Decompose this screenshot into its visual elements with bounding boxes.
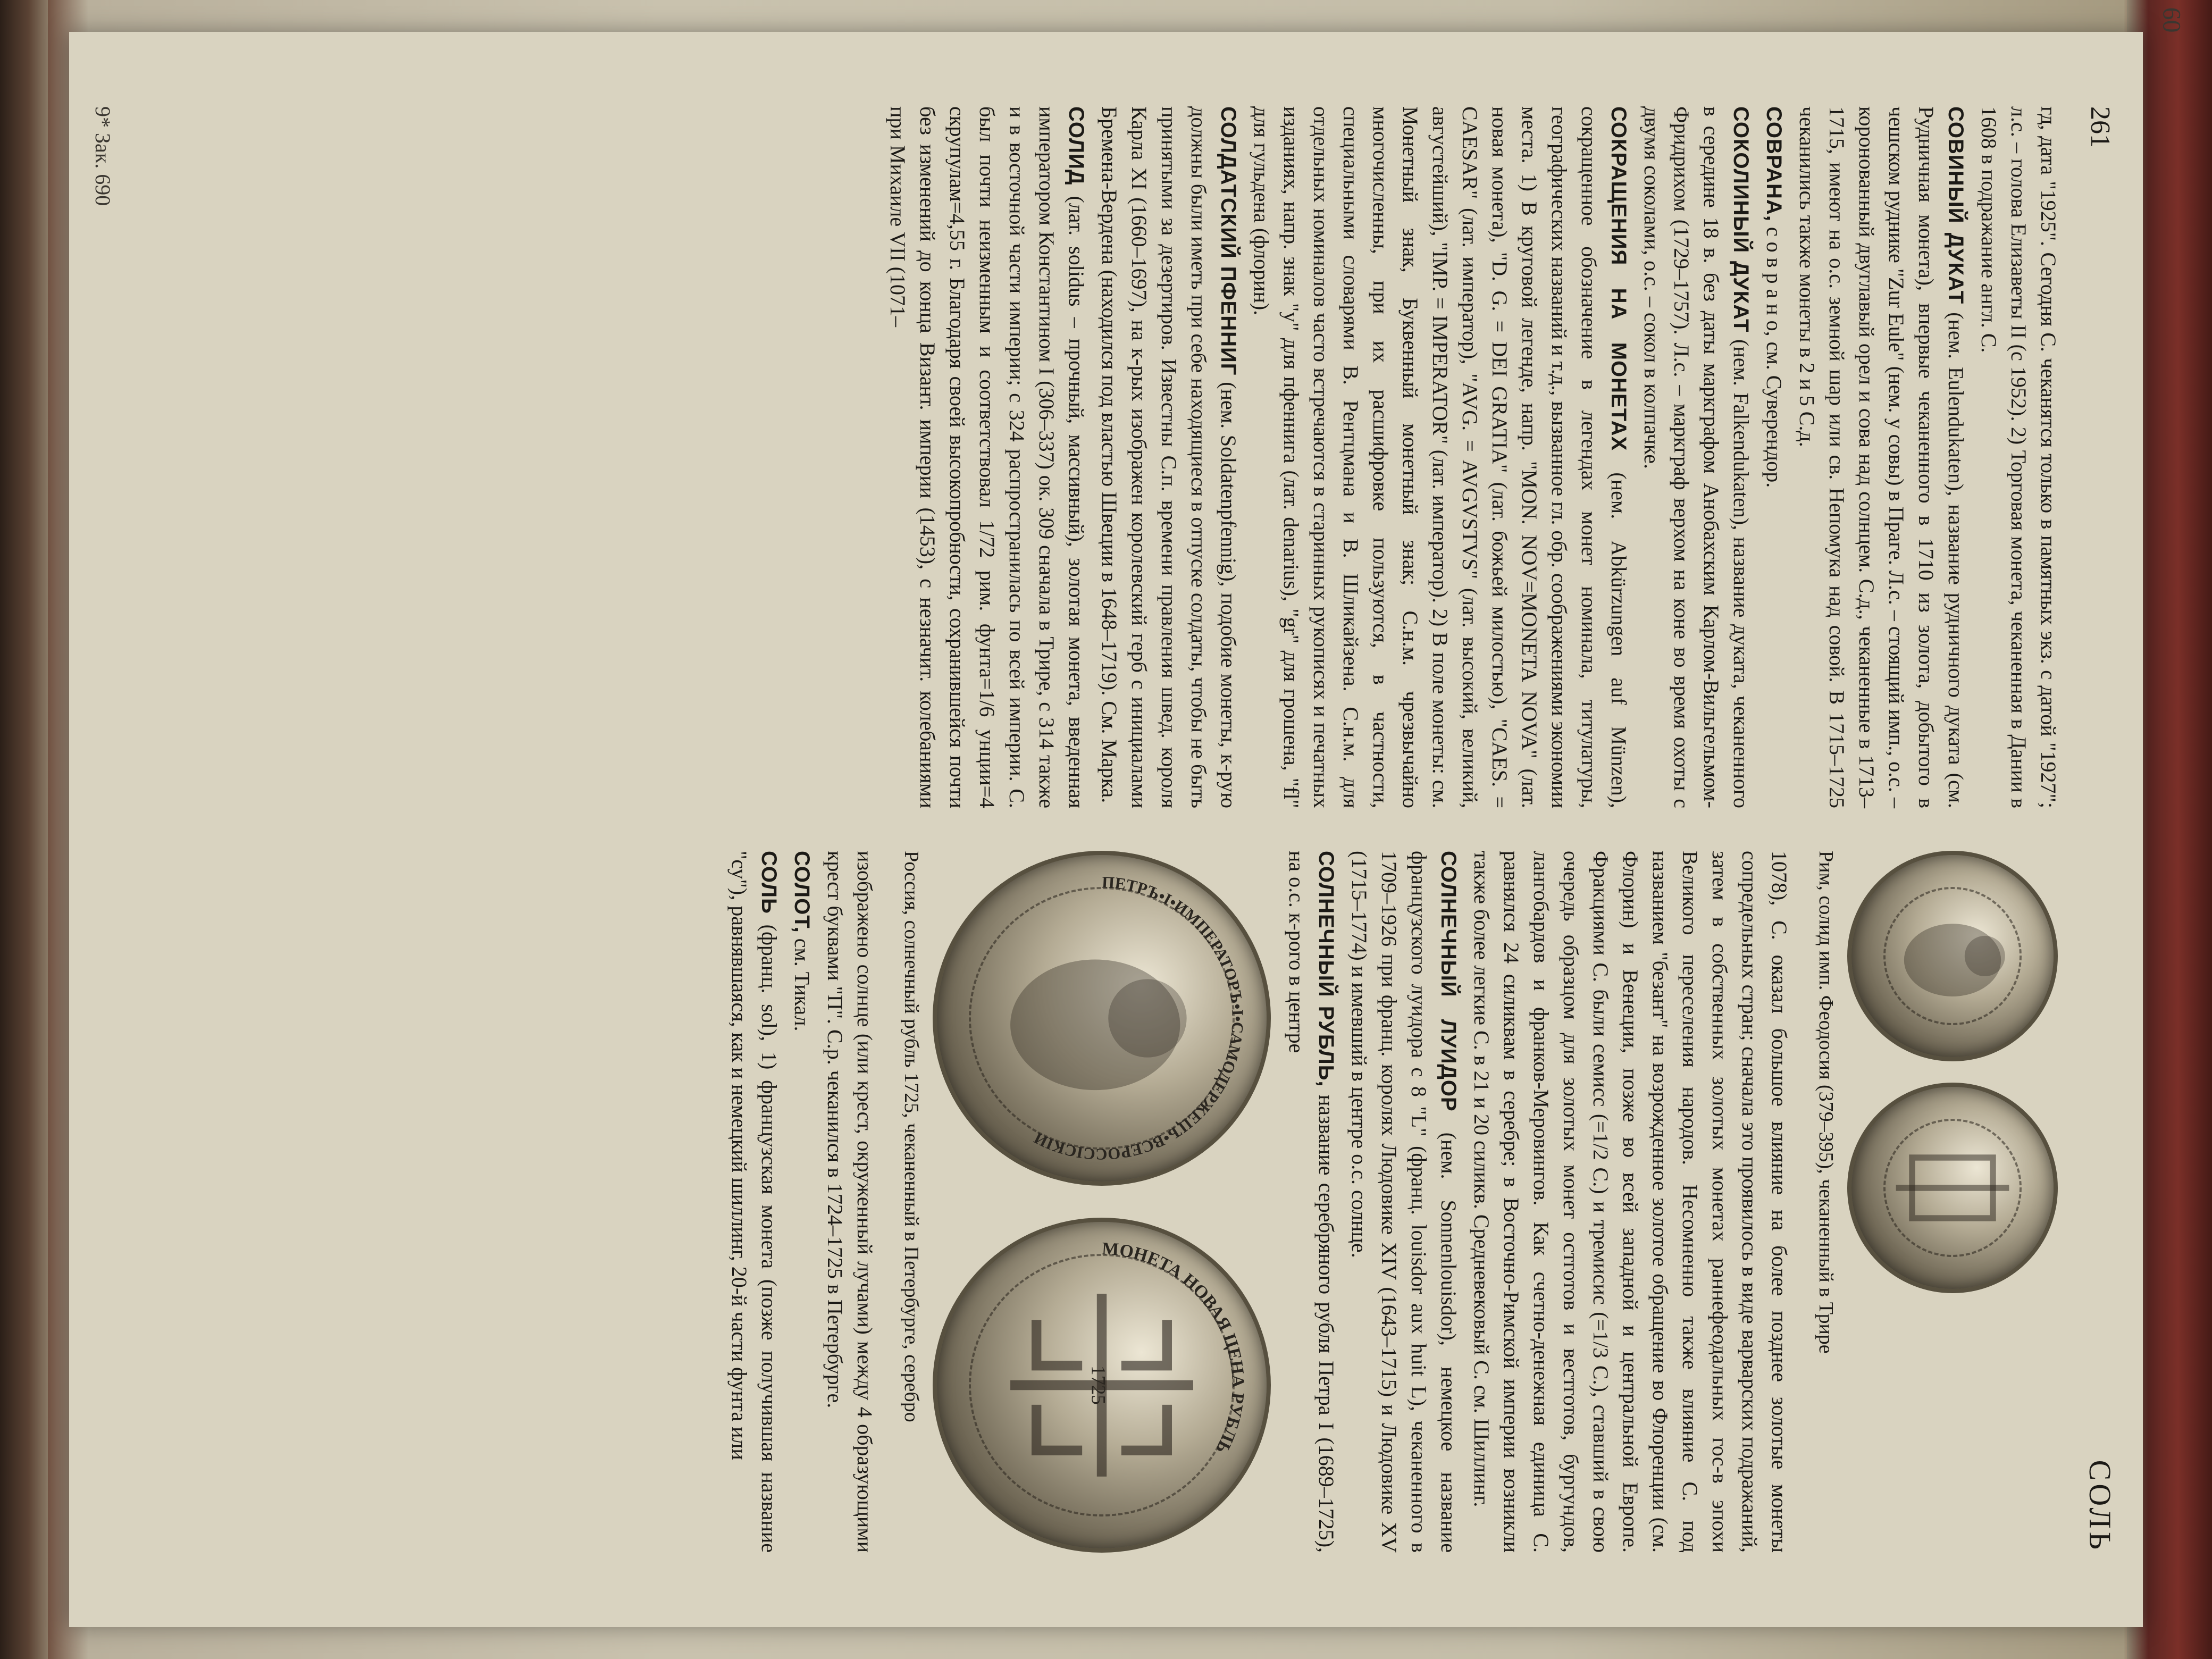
running-head <box>2079 106 2122 1553</box>
ruble-obverse-image <box>933 851 1271 1186</box>
solid-reverse-image <box>1847 1083 2058 1293</box>
headword: СОЛНЕЧНЫЙ РУБЛЬ, <box>1314 851 1338 1087</box>
guide-word: СОЛЬ <box>2083 1460 2118 1553</box>
page-number: 261 <box>2085 106 2116 148</box>
right-column <box>721 851 2063 1553</box>
adjacent-page-number: 60 <box>2157 7 2186 33</box>
solid-coin-images <box>1847 851 2058 1553</box>
ruble-coin-images <box>933 851 1271 1553</box>
entry-solnechnyi-rubl-continuation: изображено солнце (или крест, окруженный лучами) между 4 образующими крест буквами "П". С.р. чеканился в 1724–1725 в Петербурге. <box>823 851 877 1553</box>
svg-text:1725: 1725 <box>1087 1365 1110 1405</box>
entry-sokrashcheniya: СОКРАЩЕНИЯ НА МОНЕТАХ (нем. Abkürzungen auf Münzen), сокращенное обозначение в легендах монет номинала, титулатуры, географических названий и т.д., вызванное гл. обр. соображениями экономии места. 1) В круговой легенде, напр. "MON. NOV=MONETA NOVA" (лат. новая монета), "D. G. = DEI GRATIA" (лат. божьей милостью), "CAES. = CAESAR" (лат. император), "AVG. = AVGVSTVS" (лат. высокий, великий, августейший), "IMP. = IMPERATOR" (лат. император). 2) В поле монеты: см. Монетный знак, Буквенный монетный знак; С.н.м. чрезвычайно многочисленны, при их расшифровке пользуются, в частности, специальными словарями В. Рентцмана и В. Шликайзена. С.н.м. для отдельных номиналов часто встречаются в старинных рукописях и печатных изданиях, напр. знак "у" для пфеннига (лат. denarius), "gr" для грошена, "fl" для гульдена (флорин). <box>1250 106 1631 809</box>
entry-solnechnyi-rubl: СОЛНЕЧНЫЙ РУБЛЬ, название серебряного рубля Петра I (1689–1725), на о.с. к-рого в центре <box>1285 851 1338 1553</box>
headword: СОВИНЫЙ ДУКАТ <box>1944 106 1967 305</box>
svg-text:ПЕТРЪ•I•ИМПЕРАТОРЪ•I•САМОДЕРЖЕ: ПЕТРЪ•I•ИМПЕРАТОРЪ•I•САМОДЕРЖЕЦЪ•ВСЕРОССIСКIИ <box>1031 873 1247 1163</box>
entry-sokolinyi-dukat: СОКОЛИНЫЙ ДУКАТ (нем. Falkendukaten), название дуката, чеканенного в середине 18 в. без даты маркграфом Анобахским Карлом-Вильгельмом-Фридрихом (1729–1757). Л.с. – маркграф верхом на коне во время охоты с двумя соколами, о.с. – сокол в колпачке. <box>1640 106 1753 809</box>
headword: СОЛНЕЧНЫЙ ЛУИДОР <box>1437 851 1460 1112</box>
book-left-edge <box>0 0 48 1659</box>
headword: СОЛИД <box>1065 106 1088 186</box>
entry-sovrana: СОВРАНА, с о в р а н о, см. Суверендор. <box>1762 106 1786 488</box>
entry-soldatskii-pfennig: СОЛДАТСКИЙ ПФЕННИГ (нем. Soldatenpfennig), подобие монеты, к-рую должны были иметь при себе находящиеся в отпуске солдаты, чтобы не быть принятыми за дезертиров. Известны С.п. времени правления швед. короля Карла XI (1660–1697), на к-рых изображен королевский герб с инициалами Бремена-Вердена (находился под властью Швеции в 1648–1719). См. Марка. <box>1097 106 1241 808</box>
entry-solid: СОЛИД (лат. solidus – прочный, массивный), золотая монета, введенная императором Константином I (306–337) ок. 309 сначала в Трире, с 314 также и в восточной части империи; с 324 распространилась по всей империи. С. был почти неизменным и соответствовал 1/72 рим. фунта=1/6 унции=4 скрупулам=4,55 г. Благодаря своей высокопробности, сохранившейся почти без изменений до конца Визант. империи (1453), с незначит. колебаниями при Михаиле VII (1071– <box>886 106 1088 809</box>
left-column <box>879 106 2063 808</box>
headword: СОКОЛИНЫЙ ДУКАТ <box>1729 106 1753 333</box>
printer-signature: 9* Зак. 690 <box>91 106 115 206</box>
svg-text:МОНЕТА НОВАЯ ЦЕНА РУБЛЬ: МОНЕТА НОВАЯ ЦЕНА РУБЛЬ <box>1101 1238 1248 1457</box>
solid-obverse-image <box>1847 851 2058 1061</box>
headword: СОКРАЩЕНИЯ НА МОНЕТАХ <box>1607 106 1630 451</box>
headword: СОЛОТ, <box>790 851 814 933</box>
headword: СОЛЬ <box>757 851 781 914</box>
entry-sol: СОЛЬ (франц. sol), 1) французская монета (позже получившая название "су"), равнявшаяся, как и немецкий шиллинг, 20-й части фунта или <box>727 851 781 1553</box>
entry-solid-continuation: 1078), С. оказал большое влияние на более позднее золотые монеты сопредельных стран; сначала это проявилось в виде варварских подражаний, затем в собственных золотых монетах раннефеодальных гос-в эпохи Великого переселения народов. Несомненно также влияние С. под названием "безант" на возрожденное золотое обращение во Флоренции (см. Флорин) и Венеции, позже во всей западной и центральной Европе. Фракциями С. были семисс (=1/2 С.) и тремисис (=1/3 С.), ставший в свою очередь образцом для золотых монет остготов и вестготов, бургундов, лангобардов и франков-Меровингов. Как счетно-денежная единица С. равнялся 24 силиквам в серебре; в Восточно-Римской империи возникли также более легкие С. в 21 и 20 силикв. Средневековый С. см. Шиллинг. <box>1470 851 1791 1553</box>
entry-sovinyi-dukat: СОВИНЫЙ ДУКАТ (нем. Eulendukaten), название рудничного дуката (см. Рудничная монета), впервые чеканенного в 1710 из золота, добытого в чешском руднике "Zur Eule" (нем. у совы) в Праге. Л.с. – стоящий имп., о.с. – коронованный двуглавый орел и сова над солнцем. С.д., чеканенные в 1713–1715, имеют на о.с. земной шар или св. Непомука над совой. В 1715–1725 чеканились также монеты в 2 и 5 С.д. <box>1795 106 1968 809</box>
headword: СОВРАНА, <box>1762 106 1786 222</box>
entry-solnechnyi-luidor: СОЛНЕЧНЫЙ ЛУИДОР (нем. Sonnenlouisdor), немецкое название французского луидора с 8 "L" (франц. louisdor aux huit L), чеканенного в 1709–1926 при франц. королях Людовике XIV (1643–1715) и Людовике XV (1715–1774) и имевший в центре о.с. солнце. <box>1347 851 1461 1553</box>
ruble-reverse-image <box>933 1218 1271 1553</box>
entry-continuation: гд, дата "1925". Сегодня С. чеканятся только в памятных экз. с датой "1927"; л.с. – голова Елизаветы II (с 1952). 2) Торговая монета, чеканенная в Дании в 1608 в подражание англ. С. <box>1977 106 2060 808</box>
book-page <box>69 32 2143 1627</box>
headword: СОЛДАТСКИЙ ПФЕННИГ <box>1217 106 1240 376</box>
ruble-caption: Россия, солнечный рубль 1725, чеканенный в Петербурге, серебро <box>900 851 923 1422</box>
solid-caption: Рим, солид имп. Феодосия (379–395), чеканенный в Трире <box>1815 851 1837 1354</box>
entry-solot: СОЛОТ, см. Тикал. <box>790 851 814 1032</box>
